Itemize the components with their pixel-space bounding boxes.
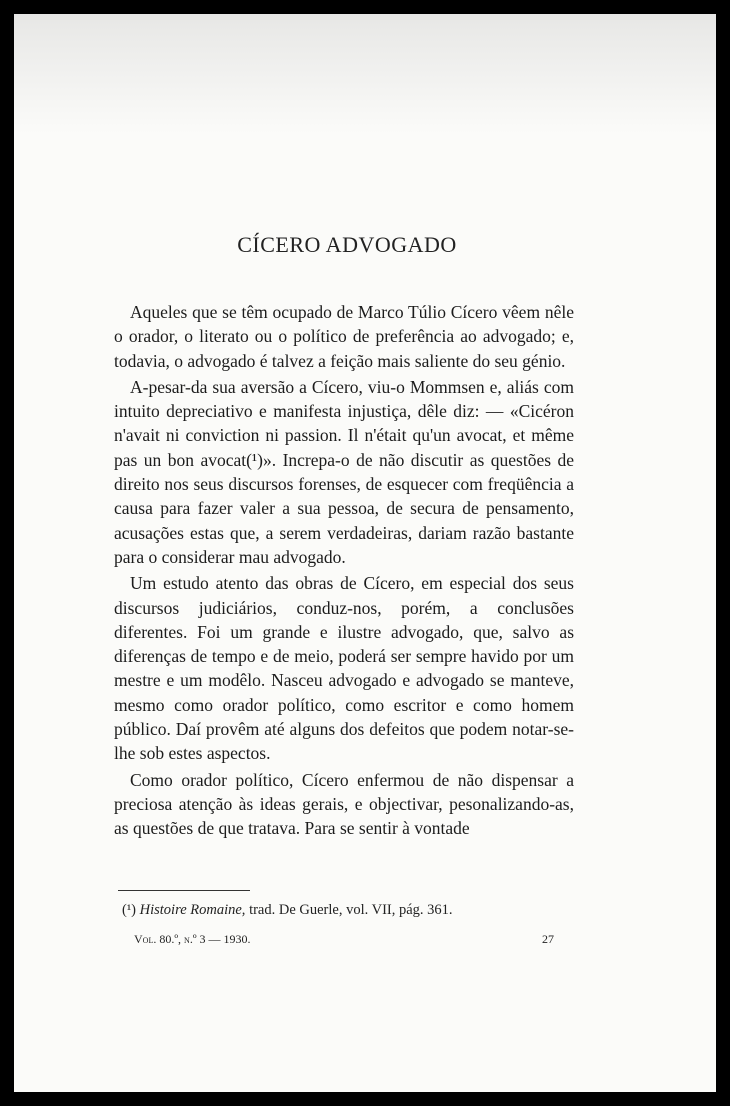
document-page [14,14,716,1092]
paragraph-4: Como orador político, Cícero enfermou de não dispensar a preciosa atenção às ideas gerais, e objectivar, pesonalizando-as, as questões de que tratava. Para se sentir à vontade [114,769,574,839]
footnote [122,902,582,919]
paragraph-3: Um estudo atento das obras de Cícero, em especial dos seus discursos judiciários, conduz-nos, porém, a conclusões diferentes. Foi um grande e ilustre advogado, que, salvo as diferenças de tempo e de meio, poderá ser sempre havido por um mestre e um modêlo. Nasceu advogado e advogado se manteve, mesmo como orador político, como escritor e como homem público. Daí provêm até alguns dos defeitos que podem notar-se-lhe sob estes aspectos. [114,573,574,764]
page-number: 27 [542,932,554,946]
body-text [114,300,574,841]
scan-shadow [14,14,716,134]
paragraph-2: A-pesar-da sua aversão a Cícero, viu-o Mommsen e, aliás com intuito depreciativo e manifesta injustiça, dêle diz: — «Cicéron n'avait ni conviction ni passion. Il n'était qu'un avocat, et même pas un bon avocat(¹)». Increpa-o de não discutir as questões de direito nos seus discursos forenses, de esquecer com freqüência a causa para fazer valer a sua pessoa, de secura de pensamento, acusações estas que, a serem verdadeiras, dariam razão bastante para o considerar mau advogado. [114,376,574,567]
footnote-citation: trad. De Guerle, vol. VII, pág. 361. [245,902,453,918]
volume-info: Vol. 80.º, n.º 3 — 1930. [134,932,251,946]
page-title: CÍCERO ADVOGADO [237,232,457,257]
paragraph-1: Aqueles que se têm ocupado de Marco Túlio Cícero vêem nêle o orador, o literato ou o político de preferência ao advogado; e, todavia, o advogado é talvez a feição mais saliente do seu génio. [114,302,574,371]
footnote-marker: (¹) [122,902,137,918]
footnote-divider [118,890,250,891]
page-footer [134,932,554,947]
footnote-work-title: Histoire Romaine, [139,902,246,918]
